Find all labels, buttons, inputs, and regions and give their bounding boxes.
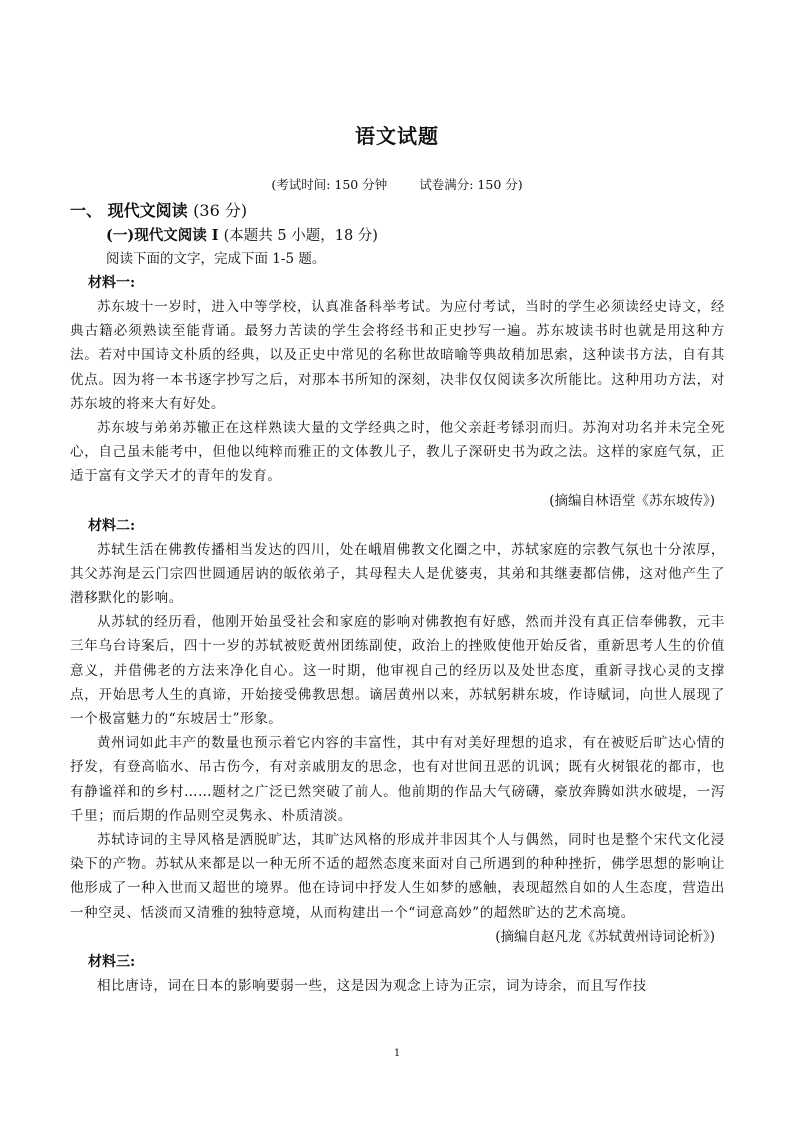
subsection-heading [70,224,725,248]
material-3-label: 材料三: [88,953,136,970]
exam-info [0,175,794,193]
section-title: 一、 现代文阅读 [70,201,188,220]
section-points: (36 分) [193,201,248,220]
material-2-paragraph: 苏轼诗词的主导风格是洒脱旷达，其旷达风格的形成并非因其个人与偶然，同时也是整个宋代文化浸染下的产物。苏轼从来都是以一种无所不适的超然态度来面对自己所遇到的种种挫折，佛学思想的影响让他形成了一种入世而又超世的境界。他在诗词中抒发人生如梦的感触，表现超然自如的人生态度，营造出一种空灵、恬淡而又清雅的独特意境，从而构建出一个“词意高妙”的超然旷达的艺术高境。 [70,832,725,921]
page-title: 语文试题 [355,124,439,148]
page-number: 1 [393,1048,401,1059]
exam-time: (考试时间: 150 分钟 [271,177,388,192]
material-3-paragraph: 相比唐诗，词在日本的影响要弱一些，这是因为观念上诗为正宗，词为诗余，而且写作技 [97,977,647,994]
exam-score: 试卷满分: 150 分) [419,177,523,192]
subsection-title: (一)现代文阅读 I [106,227,219,244]
reading-instruction: 阅读下面的文字，完成下面 1-5 题。 [106,251,326,267]
material-2-paragraph: 从苏轼的经历看，他刚开始虽受社会和家庭的影响对佛教抱有好感，然而并没有真正信奉佛教，元丰三年乌台诗案后，四十一岁的苏轼被贬黄州团练副使，政治上的挫败使他开始反省，重新思考人生的价值意义，并借佛老的方法来净化自心。这一时期，他审视自己的经历以及处世态度，重新寻找心灵的支撑点，开始思考人生的真谛，开始接受佛教思想。谪居黄州以来，苏轼躬耕东坡，作诗赋词，向世人展现了一个极富魅力的“东坡居士”形象。 [70,614,725,728]
material-1-paragraph: 苏东坡十一岁时，进入中等学校，认真准备科举考试。为应付考试，当时的学生必须读经史诗文，经典古籍必须熟读至能背诵。最努力苦读的学生会将经书和正史抄写一遍。苏东坡读书时也就是用这种方法。若对中国诗文朴质的经典，以及正史中常见的名称世故暗喻等典故稍加思索，这种读书方法，自有其优点。因为将一本书逐字抄写之后，对那本书所知的深刻，决非仅仅阅读多次所能比。这种用功方法，对苏东坡的将来大有好处。 [70,299,725,412]
exam-content [70,198,725,998]
material-1-paragraph: 苏东坡与弟弟苏辙正在这样熟读大量的文学经典之时，他父亲赶考铩羽而归。苏洵对功名并未完全死心，自己虽未能考中，但他以纯粹而雅正的文体教儿子，教儿子深研史书为政之法。这样的家庭气氛，正适于富有文学天才的青年的发育。 [70,420,725,485]
material-2-paragraph: 苏轼生活在佛教传播相当发达的四川，处在峨眉佛教文化圈之中，苏轼家庭的宗教气氛也十分浓厚，其父苏洵是云门宗四世圆通居讷的皈依弟子，其母程夫人是优婆夷，其弟和其继妻都信佛，这对他产生了潜移默化的影响。 [70,541,725,607]
subsection-points: (本题共 5 小题，18 分) [223,228,378,244]
section-heading [70,198,725,224]
material-2-label: 材料二: [88,517,136,534]
material-2-paragraph: 黄州词如此丰产的数量也预示着它内容的丰富性，其中有对美好理想的追求，有在被贬后旷达心情的抒发，有登高临水、吊古伤今，有对亲戚朋友的思念，也有对世间丑恶的讥讽；既有火树银花的都市，也有静谧祥和的乡村……题材之广泛已然突破了前人。他前期的作品大气磅礴，豪放奔腾如洪水破堤，一泻千里；而后期的作品则空灵隽永、朴质清淡。 [70,735,725,824]
material-1-label: 材料一: [88,275,136,291]
material-2-source: (摘编自赵凡龙《苏轼黄州诗词论析》) [495,928,715,945]
material-1-source: (摘编自林语堂《苏东坡传》) [549,492,715,509]
